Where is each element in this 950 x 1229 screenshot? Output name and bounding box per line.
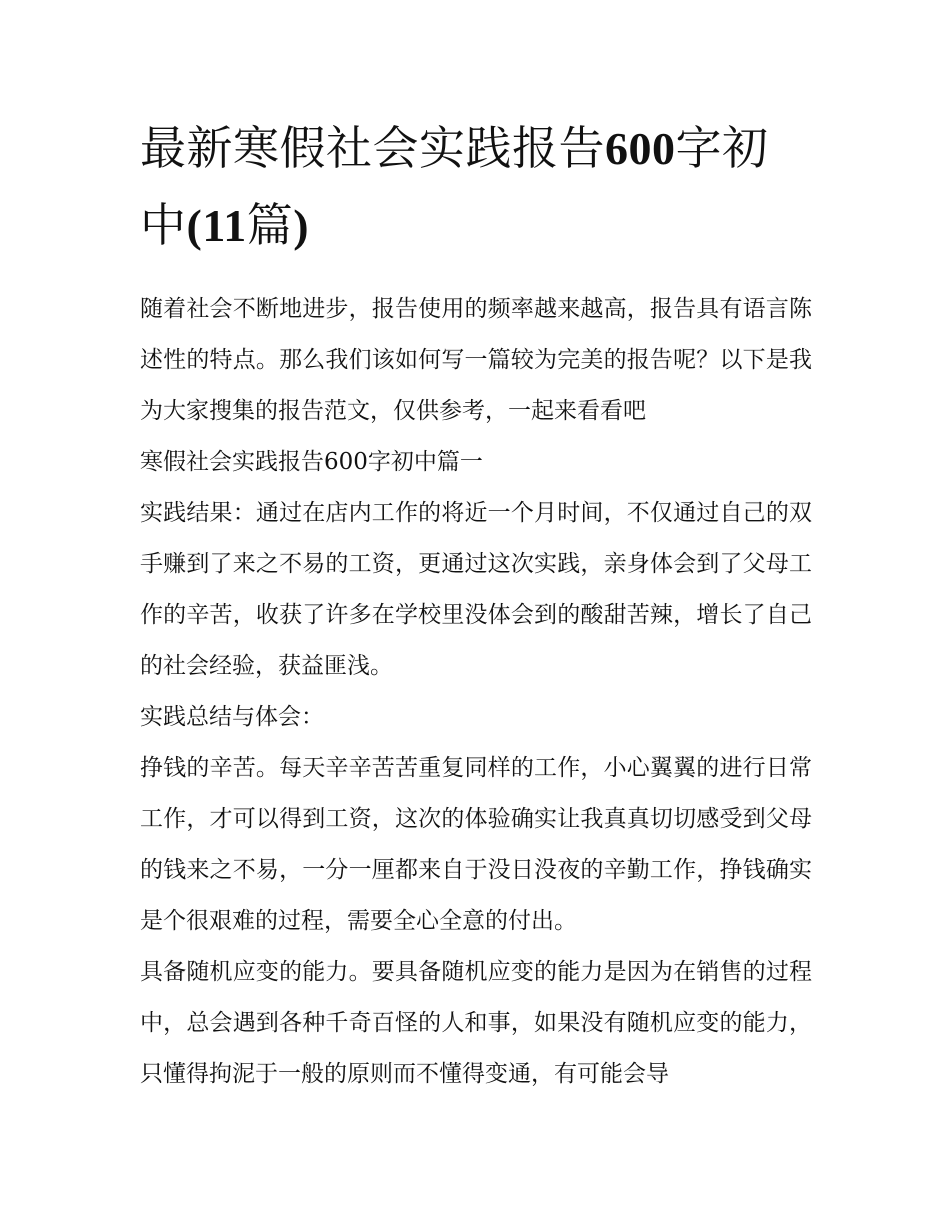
- document-body: [140, 110, 812, 1100]
- section-heading: 寒假社会实践报告600字初中篇一: [140, 449, 483, 475]
- summary-heading: 实践总结与体会：: [140, 704, 324, 730]
- title-latin-run: ): [293, 200, 310, 251]
- adaptability-paragraph: 具备随机应变的能力。要具备随机应变的能力是因为在销售的过程中，总会遇到各种千奇百怪的人和事，如果没有随机应变的能力，只懂得拘泥于一般的原则而不懂得变通，有可能会导: [140, 959, 812, 1087]
- earning-hardship-paragraph: 挣钱的辛苦。每天辛辛苦苦重复同样的工作，小心翼翼的进行日常工作，才可以得到工资，这次的体验确实让我真真切切感受到父母的钱来之不易，一分一厘都来自于没日没夜的辛勤工作，挣钱确实是个很艰难的过程，需要全心全意的付出。: [140, 755, 812, 934]
- practice-result-paragraph: 实践结果：通过在店内工作的将近一个月时间，不仅通过自己的双手赚到了来之不易的工资，更通过这次实践，亲身体会到了父母工作的辛苦，收获了许多在学校里没体会到的酸甜苦辣，增长了自己的社会经验，获益匪浅。: [140, 500, 812, 679]
- document-title: 最新寒假社会实践报告600字初中(11篇): [140, 121, 769, 252]
- title-latin-run: 600: [605, 123, 676, 174]
- title-latin-run: (11: [186, 200, 247, 251]
- intro-paragraph: 随着社会不断地进步，报告使用的频率越来越高，报告具有语言陈述性的特点。那么我们该如何写一篇较为完美的报告呢？以下是我为大家搜集的报告范文，仅供参考，一起来看看吧: [140, 296, 812, 424]
